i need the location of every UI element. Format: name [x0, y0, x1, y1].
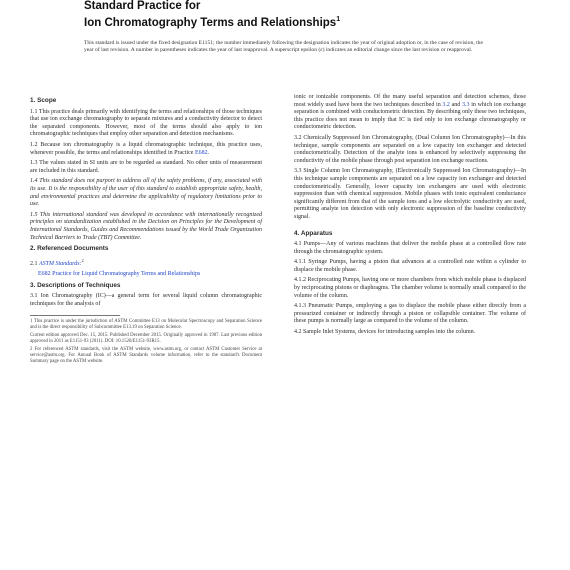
paragraph-4-1-1: 4.1.1 Syringe Pumps, having a piston that advances at a controlled rate within a cylinder to displace the mobile phase. — [294, 259, 526, 273]
footnote-marker-2: 2 — [81, 257, 84, 263]
document-title-line-1: Standard Practice for — [84, 0, 201, 12]
right-column — [294, 94, 526, 340]
footnote-1: 1 This practice is under the jurisdiction of ASTM Committee E13 on Molecular Spectroscopy and Separation Science and is the direct responsibility of Subcommittee E13.19 on Separation Science. — [30, 318, 262, 330]
document-title-line-2 — [84, 13, 504, 30]
paragraph-1-2 — [30, 142, 262, 157]
paragraph-4-1-3: 4.1.3 Pneumatic Pumps, employing a gas to displace the mobile phase either directly from a pressurized container or indirectly through a piston or collapsible container. The volume of these pumps is normally large as compared to the volume of the column. — [294, 303, 526, 325]
link-section-3-3[interactable]: 3.3 — [462, 101, 470, 108]
left-column — [30, 94, 262, 367]
paragraph-3-1-continued — [294, 94, 526, 132]
title-footnote-marker: 1 — [336, 16, 341, 23]
paragraph-1-5: 1.5 This international standard was developed in accordance with internationally recognized principles on standardization established in the Decision on Principles for the Development of International Standards, Guides and Recommendations issued by the World Trade Organization Technical Barriers to Trade (TBT) Committee. — [30, 211, 262, 241]
paragraph-4-1-2: 4.1.2 Reciprocating Pumps, having one or more chambers from which mobile phase is displaced by reciprocating pistons or diaphragms. The chamber volume is normally small compared to the volume of the column. — [294, 277, 526, 299]
link-e682-code[interactable]: E682 — [38, 271, 51, 278]
paragraph-2-1 — [30, 257, 262, 269]
paragraph-4-1: 4.1 Pumps—Any of various machines that deliver the mobile phase at a controlled flow rate through the chromatographic system. — [294, 241, 526, 255]
paragraph-continued-text-b: and — [449, 101, 462, 108]
paragraph-continued-text-c: in which ion exchange separation is combined with conductometric detection. By describing only these two techniques, this practice does not mean to imply that IC is tied only to ion exchange chromatography or conductometric detection. — [294, 101, 526, 131]
link-e682-title[interactable]: Practice for Liquid Chromatography Terms and Relationships — [50, 271, 201, 278]
link-astm-standards[interactable]: ASTM Standards: — [39, 260, 82, 267]
title-block — [84, 0, 504, 30]
paragraph-continued-text-a: ionic or ionizable components. Of the many useful separation and detection schemes, those most widely used have been the two techniques described in — [294, 94, 526, 108]
section-heading-referenced-documents: 2. Referenced Documents — [30, 245, 109, 253]
paragraph-3-2: 3.2 Chemically Suppressed Ion Chromatography, (Dual Column Ion Chromatography)—In this technique, sample components are separated on a low capacity ion exchanger and detected conductometrically. Detection of the analyte ions is enhanced by selectively suppressing the conductivity of the mobile phase through post separation ion exchange reactions. — [294, 134, 526, 164]
paragraph-4-2: 4.2 Sample Inlet Systems, devices for introducing samples into the column. — [294, 329, 476, 336]
reference-e682 — [30, 271, 262, 279]
paragraph-1-4: 1.4 This standard does not purport to address all of the safety problems, if any, associated with its use. It is the responsibility of the user of this standard to establish appropriate safety, health, and environmental practices and determine the applicability of regulatory limitations prior to use. — [30, 178, 262, 208]
footnote-divider — [30, 315, 120, 316]
paragraph-1-2-text: 1.2 Because ion chromatography is a liquid chromatographic technique, this practice uses, whenever possible, the terms and relationships identified in Practice — [30, 141, 262, 156]
designation-note: This standard is issued under the fixed designation E1151; the number immediately following the designation indicates the year of original adoption or, in the case of revision, the year of last revision. A number in parentheses indicates the year of last reapproval. A superscript epsilon (ε) indicates an editorial change since the last revision or reapproval. — [84, 40, 483, 53]
paragraph-3-1: 3.1 Ion Chromatography (IC)—a general term for several liquid column chromatographic techniques for the analysis of — [30, 293, 262, 308]
link-e682[interactable]: E682 — [194, 149, 208, 156]
paragraph-1-1: 1.1 This practice deals primarily with identifying the terms and relationships of those techniques that use ion exchange chromatography to separate mixtures and a conductivity detector to detect the separated components. However, most of the terms should also apply to ion chromatographic techniques that employ other separation and detection mechanisms. — [30, 108, 262, 138]
paragraph-3-3: 3.3 Single Column Ion Chromatography, (Electronically Suppressed Ion Chromatography)—In this technique sample components are separated on a low capacity ion exchanger and detected conductometrically. Generally, lower capacity ion exchangers are used with electronic suppression than with chemical suppression. Mobile phases with ionic equivalent conductance significantly different from that of the sample ions and a low electrolytic conductivity are used, permitting analyte ion detection with only electronic suppression of the baseline conductivity signal. — [294, 168, 526, 220]
section-heading-descriptions: 3. Descriptions of Techniques — [30, 281, 121, 289]
document-title-text: Ion Chromatography Terms and Relationships — [84, 16, 337, 29]
paragraph-1-3: 1.3 The values stated in SI units are to be regarded as standard. No other units of measurement are included in this standard. — [30, 160, 262, 174]
section-heading-scope: 1. Scope — [30, 97, 57, 104]
paragraph-2-1-number: 2.1 — [30, 260, 39, 267]
paragraph-1-2-end: . — [207, 149, 210, 156]
link-section-3-2[interactable]: 3.2 — [442, 101, 450, 108]
footnote-edition: Current edition approved Dec. 15, 2015. Published December 2015. Originally approved in 1987. Last previous edition approved in 2011 as E1151-93 (2011). DOI: 10.1520/E1151-93R15. — [30, 332, 262, 344]
footnote-2: 2 For referenced ASTM standards, visit the ASTM website, www.astm.org, or contact ASTM Customer Service at service@astm.org. For Annual Book of ASTM Standards volume information, refer to the standard's Document Summary page on the ASTM website. — [30, 346, 262, 364]
section-heading-apparatus: 4. Apparatus — [294, 229, 333, 237]
